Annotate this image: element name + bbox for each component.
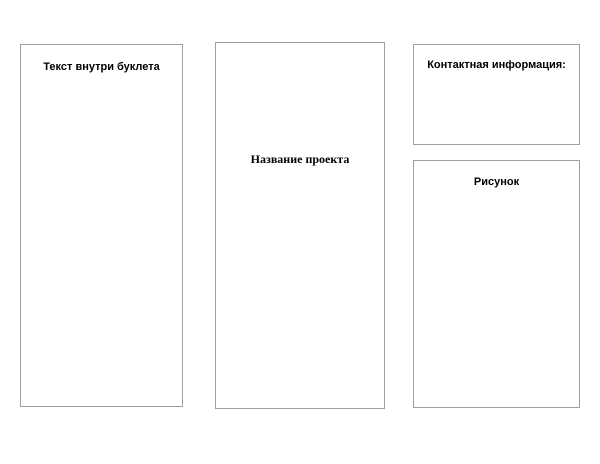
contact-info-panel-title: Контактная информация: xyxy=(427,59,566,71)
inside-text-panel-title: Текст внутри буклета xyxy=(43,61,160,73)
contact-info-panel[interactable] xyxy=(413,44,580,145)
picture-panel-title: Рисунок xyxy=(473,176,520,188)
picture-panel[interactable] xyxy=(413,160,580,408)
inside-text-panel[interactable] xyxy=(20,44,183,407)
project-title-panel[interactable] xyxy=(215,42,385,409)
project-title-label: Название проекта xyxy=(250,152,350,166)
